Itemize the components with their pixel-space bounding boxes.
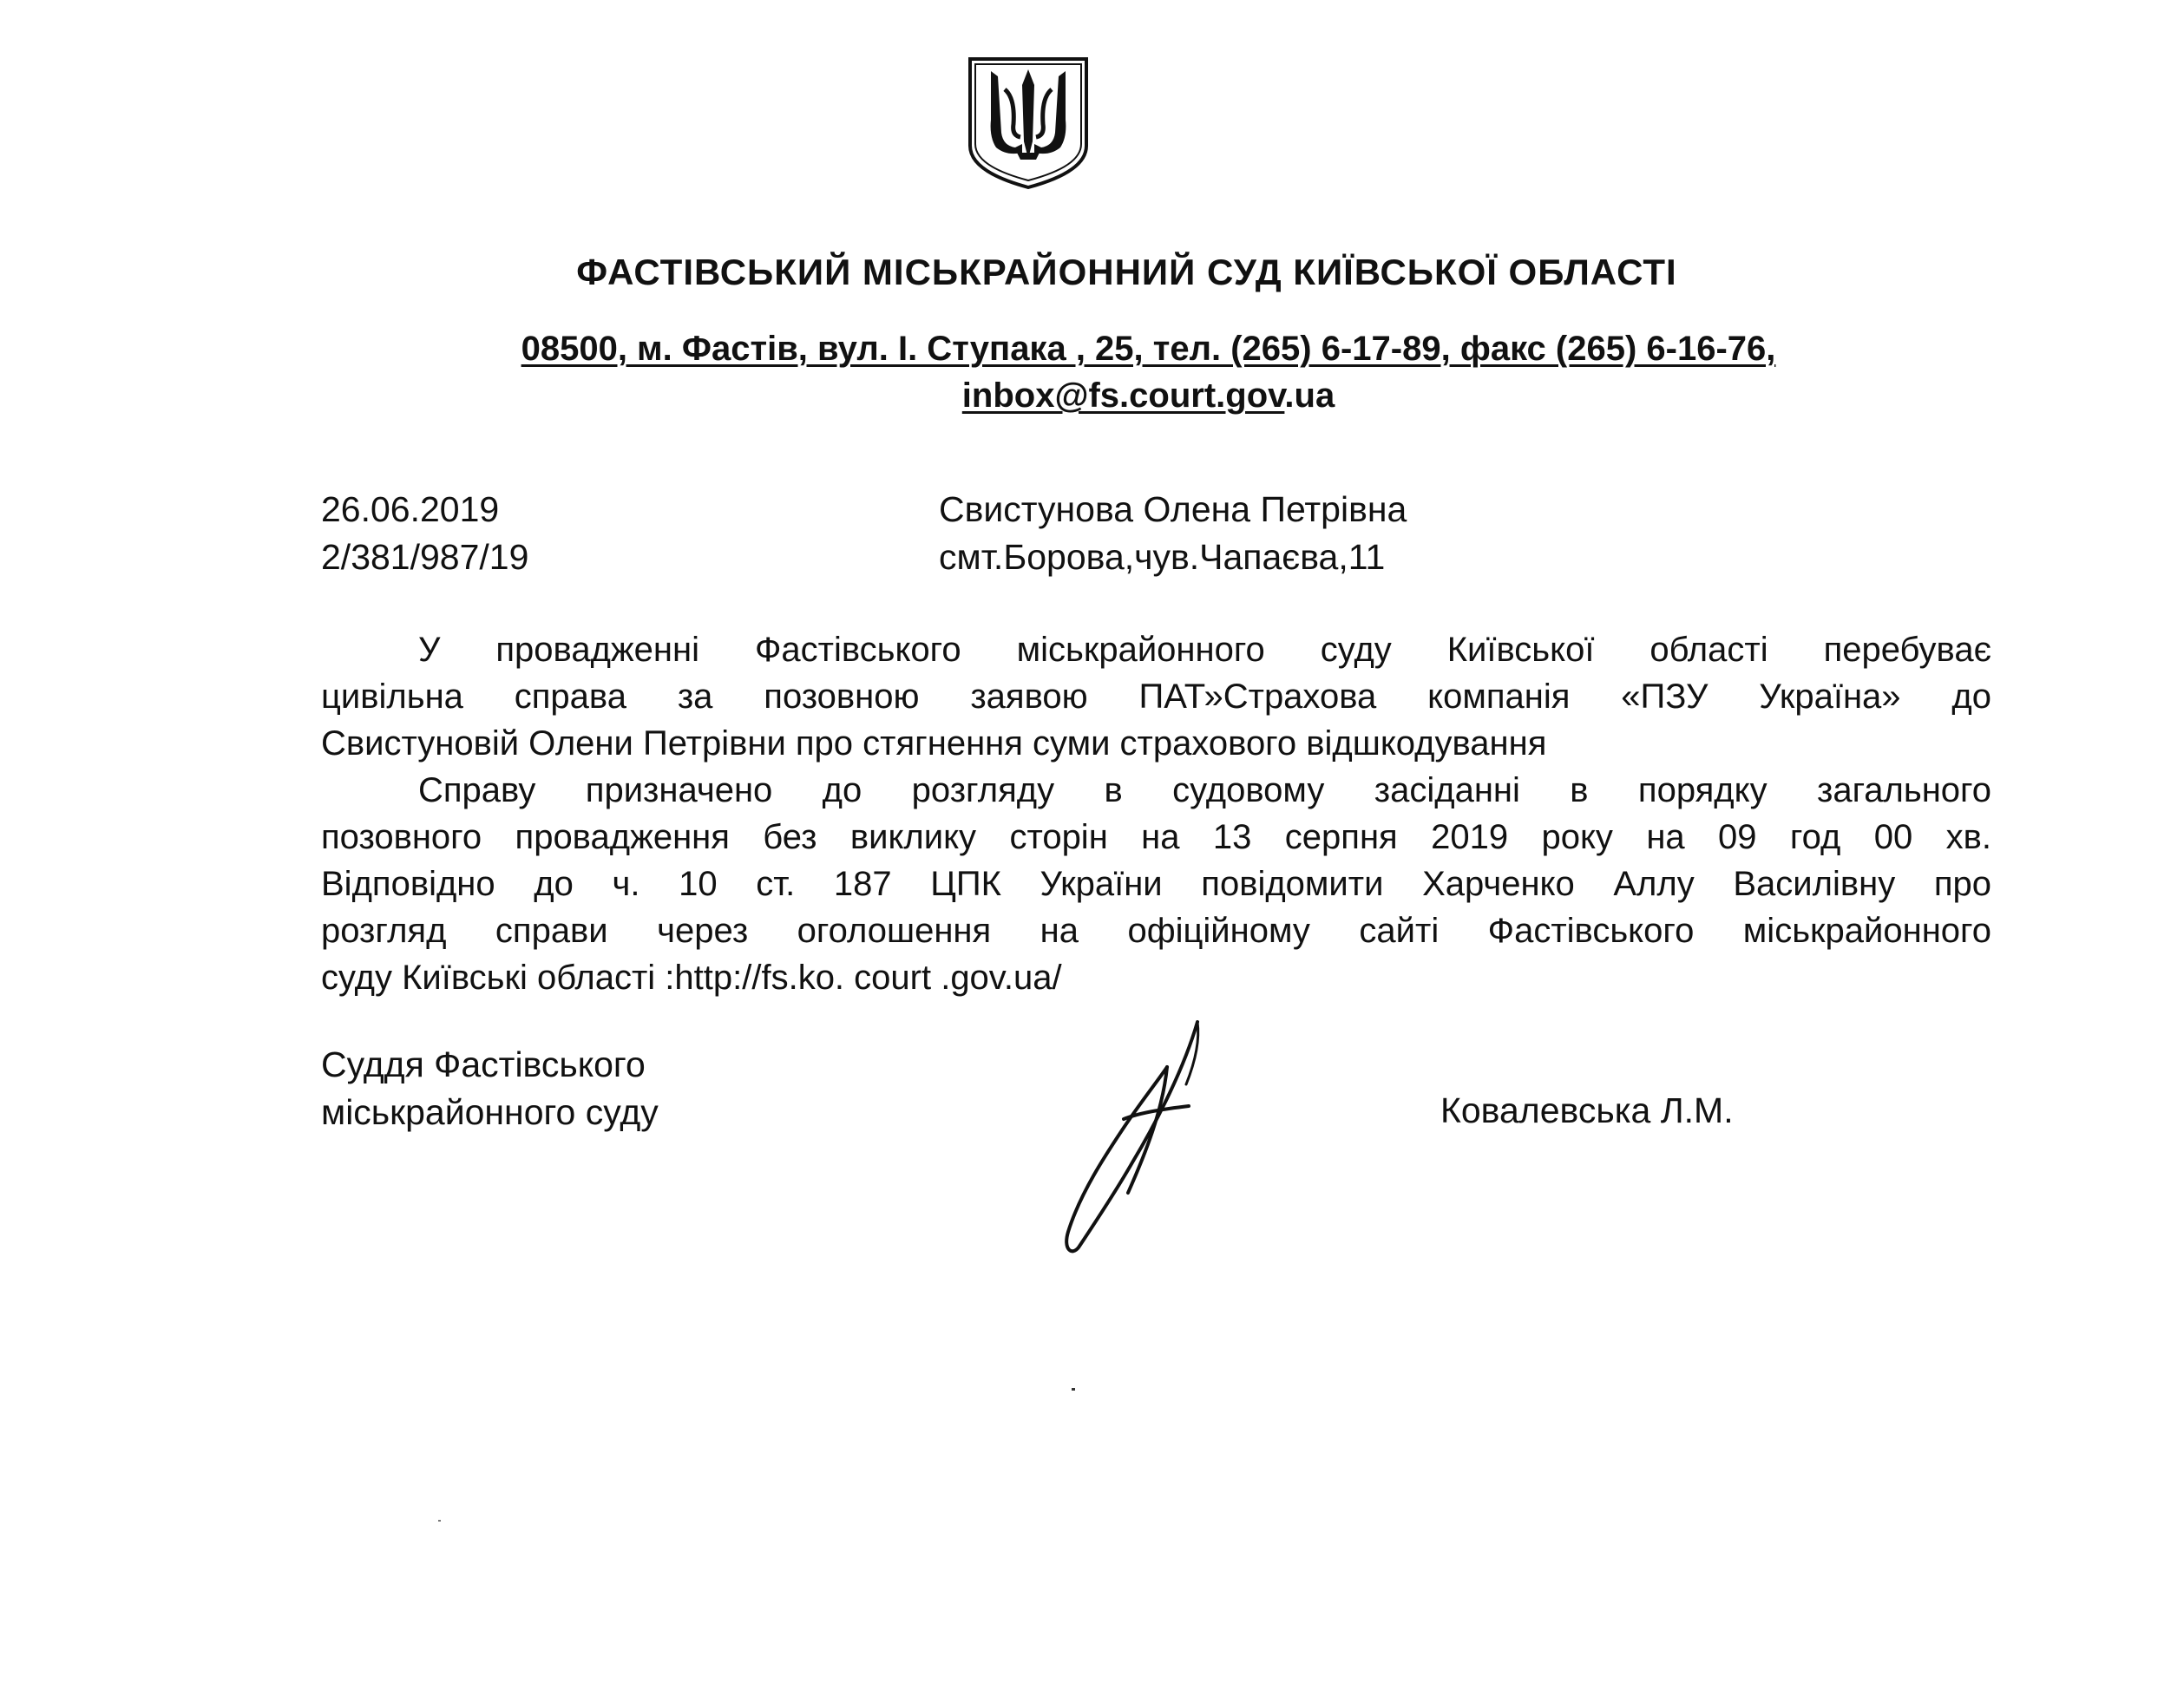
- scan-speck: [438, 1520, 441, 1522]
- court-name-heading: ФАСТІВСЬКИЙ МІСЬКРАЙОННИЙ СУД КИЇВСЬКОЇ ОБЛАСТІ: [576, 252, 1677, 292]
- judge-title-line: міськрайонного суду: [321, 1092, 659, 1132]
- recipient-block: [939, 486, 1407, 581]
- scan-speck: [1072, 1388, 1075, 1391]
- letter-body: [321, 626, 1991, 1001]
- body-line: позовного провадження без виклику сторін на 13 серпня 2019 року на 09 год 00 хв.: [321, 818, 1991, 856]
- recipient-name: Свистунова Олена Петрівна: [939, 489, 1407, 529]
- document-date: 26.06.2019: [321, 489, 500, 529]
- case-number: 2/381/987/19: [321, 537, 529, 577]
- body-line: Свистуновій Олени Петрівни про стягнення суми страхового відшкодування: [321, 724, 1547, 763]
- body-line: суду Київські області :http://fs.ko. court .gov.ua/: [321, 959, 1062, 997]
- judge-title: [321, 1041, 659, 1136]
- email-link[interactable]: inbox@fs.court.gov: [961, 376, 1285, 415]
- trident-coat-of-arms-icon: [963, 50, 1093, 189]
- body-line: розгляд справи через оголошення на офіційному сайті Фастівського міськрайонного: [321, 912, 1991, 950]
- email-line: [113, 372, 2184, 419]
- email-domain-tail: .ua: [1284, 376, 1335, 415]
- court-address: [0, 325, 2184, 419]
- document-meta: [321, 486, 528, 581]
- judge-title-line: Суддя Фастівського: [321, 1044, 646, 1084]
- body-line: Відповідно до ч. 10 ст. 187 ЦПК України повідомити Харченко Аллу Василівну про: [321, 865, 1991, 903]
- body-line: цивільна справа за позовною заявою ПАТ»Страхова компанія «ПЗУ Україна» до: [321, 678, 1991, 716]
- handwritten-signature: [1037, 1015, 1236, 1258]
- body-line: Справу призначено до розгляду в судовому засіданні в порядку загального: [418, 771, 1991, 809]
- judge-name: Ковалевська Л.М.: [1440, 1090, 1734, 1130]
- recipient-address: смт.Борова,чув.Чапаєва,11: [939, 537, 1386, 577]
- body-line: У провадженні Фастівського міськрайонного суду Київської області перебуває: [418, 631, 1991, 669]
- address-line: 08500, м. Фастів, вул. І. Ступака , 25, тел. (265) 6-17-89, факс (265) 6-16-76,: [521, 330, 1776, 368]
